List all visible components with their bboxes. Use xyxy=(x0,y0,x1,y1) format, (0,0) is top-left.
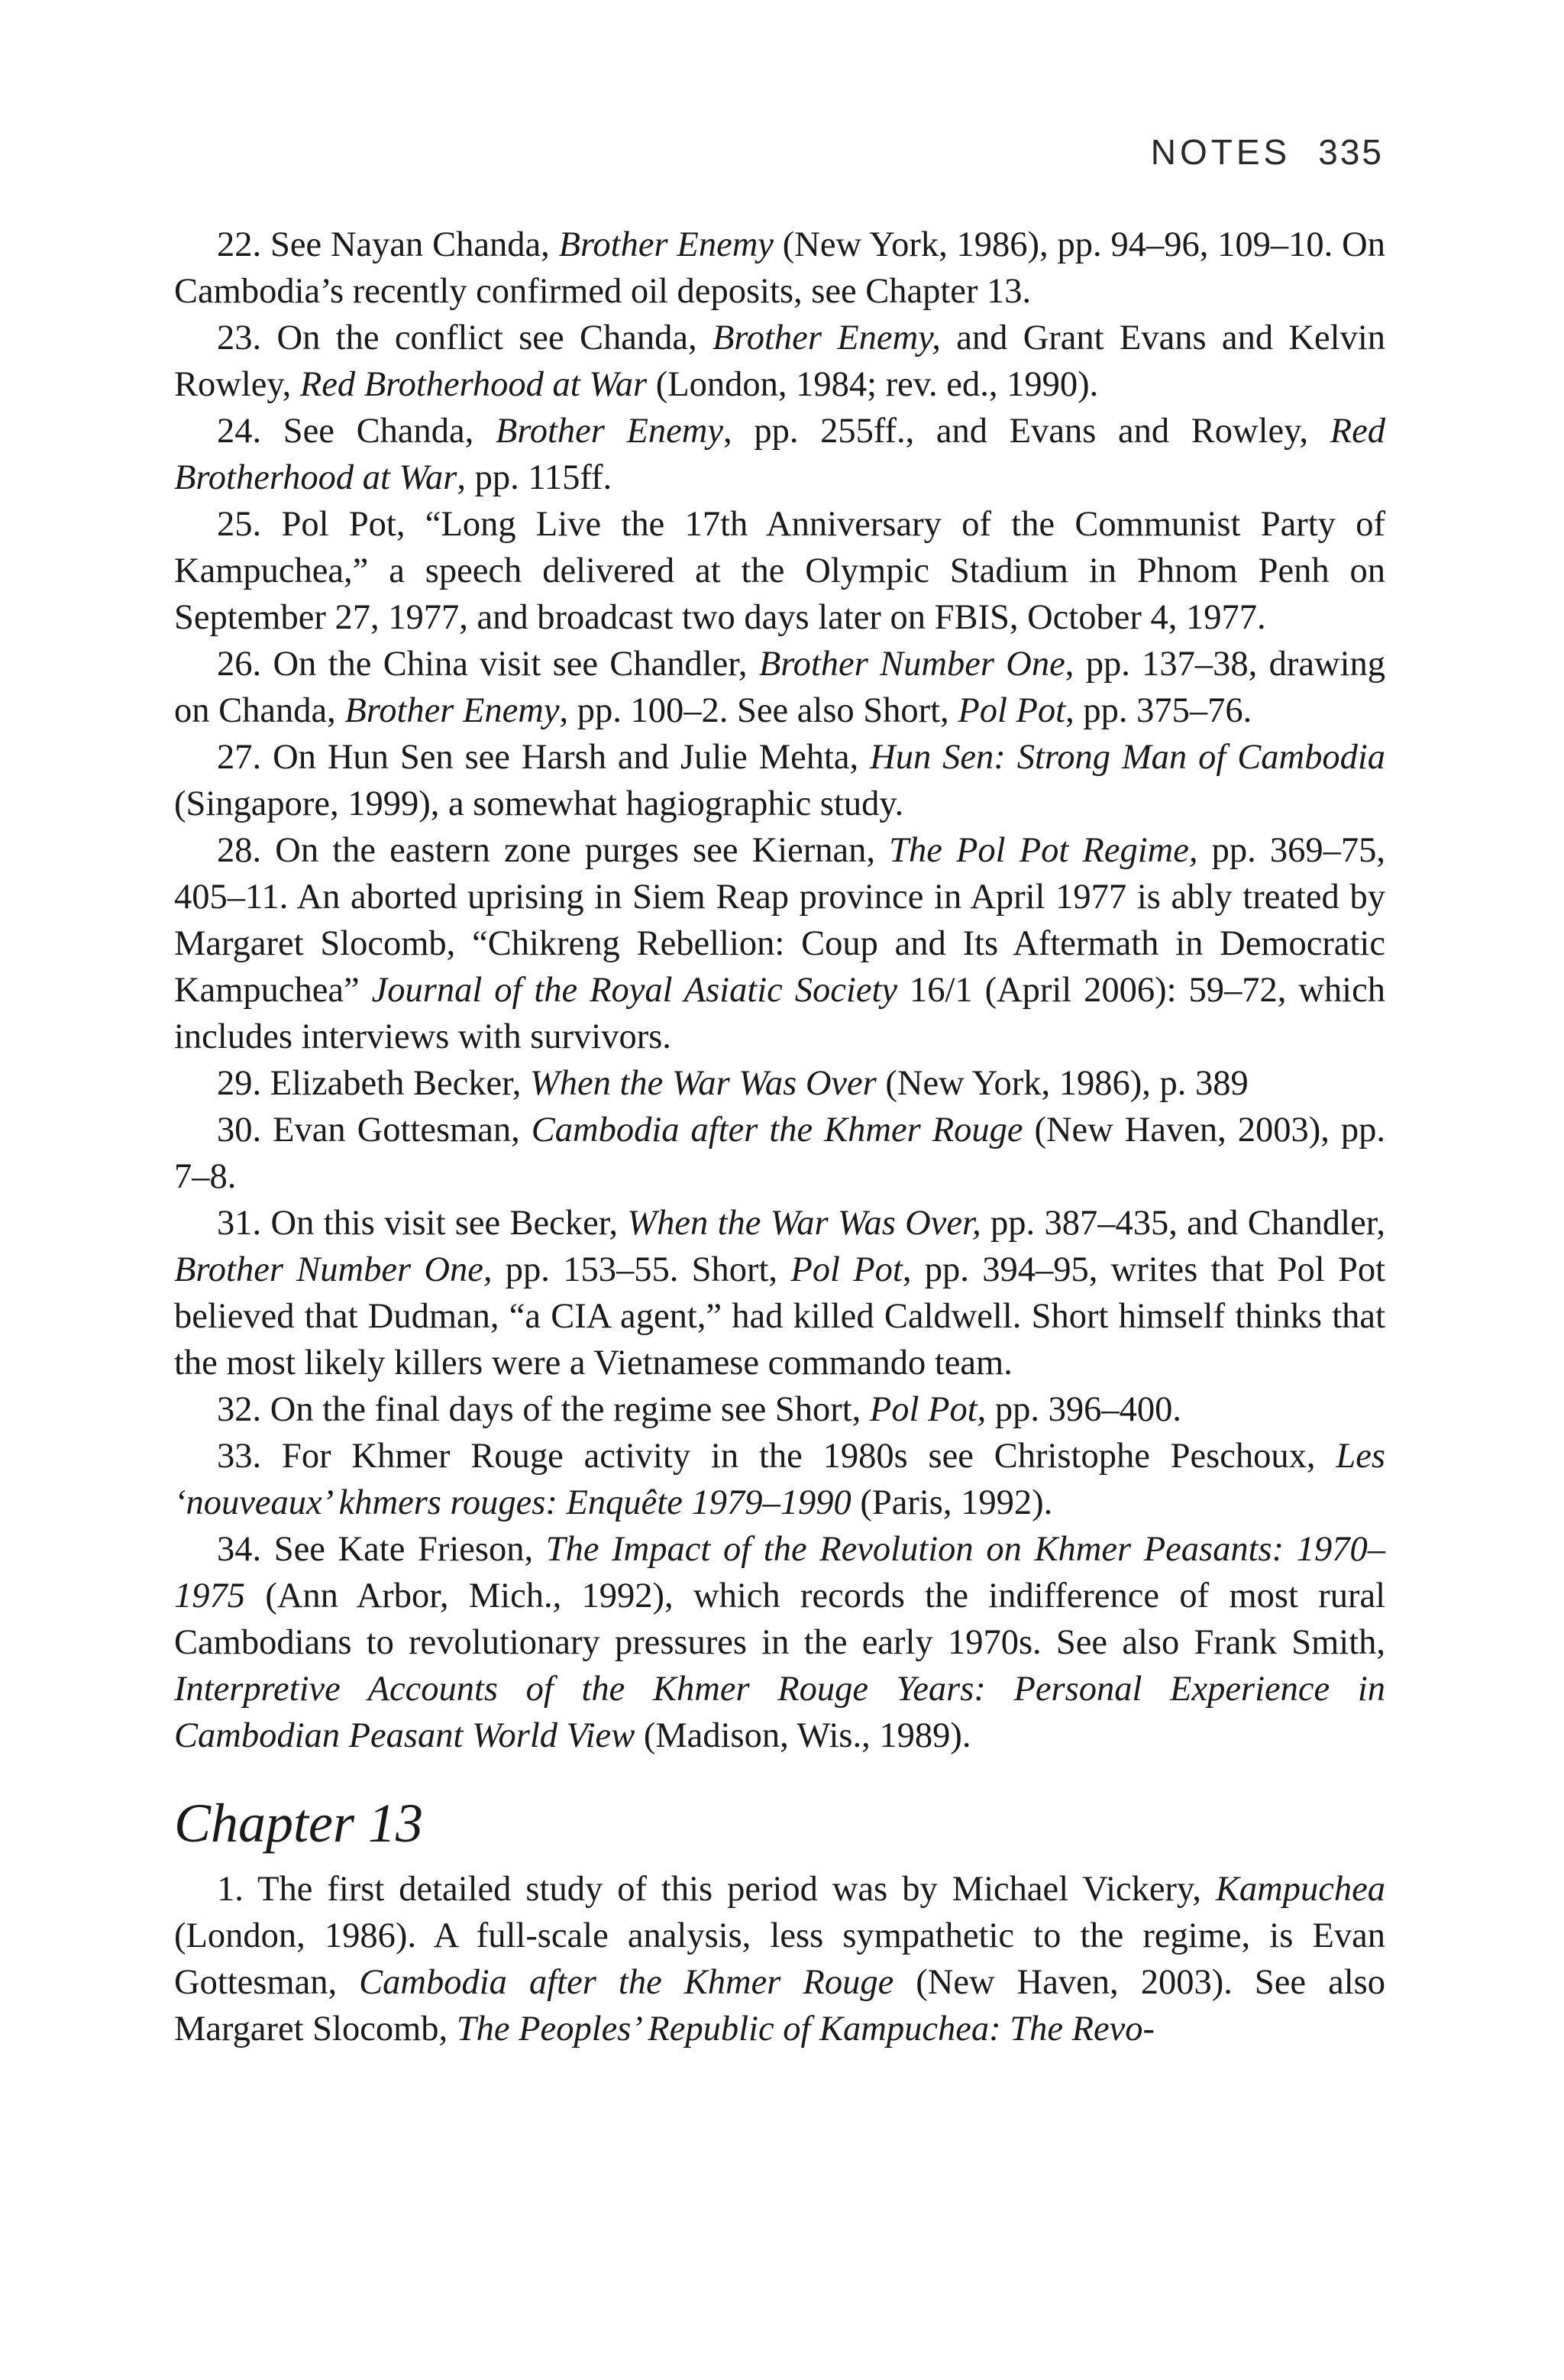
footnote xyxy=(174,1433,1385,1526)
footnote xyxy=(174,734,1385,827)
footnote-text: 34. See Kate Frieson, xyxy=(217,1530,546,1569)
footnote-title: Pol Pot xyxy=(790,1250,903,1289)
footnote-text: (New York, 1986), p. 389 xyxy=(876,1064,1249,1103)
footnote-title: Red Brotherhood at War xyxy=(174,412,1385,497)
footnote-text: , pp. 394–95, writes that Pol Pot believed that Dudman, “a CIA agent,” had killed Caldwell. Short himself thinks that the most likely killers were a Vietnamese commando team. xyxy=(174,1250,1386,1382)
chapter-notes-list xyxy=(174,1866,1385,2052)
footnote-text: 16/1 (April 2006): 59–72, which includes interviews with survivors. xyxy=(174,971,1385,1056)
chapter-heading: Chapter 13 xyxy=(174,1793,424,1854)
footnote-text: 29. Elizabeth Becker, xyxy=(217,1064,531,1103)
footnote-text: (Singapore, 1999), a somewhat hagiographic study. xyxy=(174,784,904,823)
footnote-text: pp. 153–55. Short, xyxy=(492,1250,791,1289)
footnote-title: Brother Enemy xyxy=(344,691,560,730)
footnote-text: 27. On Hun Sen see Harsh and Julie Mehta, xyxy=(217,738,871,777)
footnote-text: 30. Evan Gottesman, xyxy=(217,1111,532,1150)
footnote-text: and Grant Evans and Kelvin Rowley, xyxy=(174,319,1385,404)
footnote xyxy=(174,1107,1385,1200)
footnote-text: 28. On the eastern zone purges see Kiernan, xyxy=(217,831,890,870)
footnote-title: Brother Enemy xyxy=(495,412,724,451)
footnote-text: 25. Pol Pot, “Long Live the 17th Anniversary of the Communist Party of Kampuchea,” a speech delivered at the Olympic Stadium in Phnom Penh on September 27, 1977, and broadcast two days later on FBIS, October 4, 1977. xyxy=(174,505,1385,637)
running-header xyxy=(1151,131,1384,173)
footnote-text: , pp. 137–38, drawing on Chanda, xyxy=(174,645,1386,730)
footnote-text: (New Haven, 2003), pp. 7–8. xyxy=(174,1111,1385,1196)
footnote-title: Cambodia after the Khmer Rouge xyxy=(359,1963,894,2002)
notes-body xyxy=(174,222,1385,2052)
footnote-text: , pp. 255ff., and Evans and Rowley, xyxy=(723,412,1330,451)
footnote-text: (Paris, 1992). xyxy=(851,1483,1053,1522)
footnote xyxy=(174,315,1385,408)
footnote-text: (New York, 1986), pp. 94–96, 109–10. On Cambodia’s recently confirmed oil deposits, see Chapter 13. xyxy=(174,225,1385,311)
footnote xyxy=(174,1060,1385,1107)
page-number: 335 xyxy=(1318,132,1384,172)
footnote-text: 26. On the China visit see Chandler, xyxy=(217,645,759,684)
footnote-title: Brother Enemy xyxy=(558,225,774,264)
footnote-title: Journal of the Royal Asiatic Society xyxy=(371,971,898,1010)
footnote-title: Brother Number One, xyxy=(174,1250,493,1289)
footnote-text: , pp. 100–2. See also Short, xyxy=(559,691,958,730)
footnote-text: 31. On this visit see Becker, xyxy=(217,1204,628,1243)
footnote-text: pp. 387–435, and Chandler, xyxy=(981,1204,1385,1243)
footnote-text: , pp. 375–76. xyxy=(1065,691,1252,730)
footnote-text: 1. The first detailed study of this period was by Michael Vickery, xyxy=(217,1870,1216,1909)
footnote-title: The Peoples’ Republic of Kampuchea: The Revo- xyxy=(456,2010,1155,2049)
footnote-text: 22. See Nayan Chanda, xyxy=(217,225,559,264)
footnote xyxy=(174,641,1385,734)
footnote xyxy=(174,1866,1385,2052)
footnote-text: 33. For Khmer Rouge activity in the 1980s see Christophe Peschoux, xyxy=(217,1437,1336,1476)
footnote-text: pp. 396–400. xyxy=(986,1390,1182,1429)
footnote-text: 23. On the conflict see Chanda, xyxy=(217,319,713,357)
footnote-title: The Impact of the Revolution on Khmer Peasants: 1970–1975 xyxy=(174,1530,1385,1615)
footnote-title: Brother Enemy, xyxy=(712,319,941,357)
footnote-title: Les ‘nouveaux’ khmers rouges: Enquête 1979–1990 xyxy=(174,1437,1385,1522)
footnote-text: , pp. 115ff. xyxy=(457,458,612,497)
footnote-title: When the War Was Over xyxy=(530,1064,877,1103)
footnote-text: (Madison, Wis., 1989). xyxy=(635,1716,971,1755)
footnote xyxy=(174,827,1385,1060)
footnote-title: Cambodia after the Khmer Rouge xyxy=(531,1111,1023,1150)
footnote xyxy=(174,222,1385,315)
footnote-title: Pol Pot xyxy=(958,691,1066,730)
footnote-title: Interpretive Accounts of the Khmer Rouge Years: Personal Experience in Cambodian Peasant World View xyxy=(174,1670,1385,1755)
footnote-text: (Ann Arbor, Mich., 1992), which records the indifference of most rural Cambodians to revolutionary pressures in the early 1970s. See also Frank Smith, xyxy=(174,1576,1385,1662)
footnote-text: (London, 1986). A full-scale analysis, less sympathetic to the regime, is Evan Gottesman, xyxy=(174,1916,1385,2002)
footnote-text: pp. 369–75, 405–11. An aborted uprising in Siem Reap province in April 1977 is ably treated by Margaret Slocomb, “Chikreng Rebellion: Coup and Its Aftermath in Democratic Kampuchea” xyxy=(174,831,1385,1010)
footnote xyxy=(174,501,1385,641)
footnote-text: (London, 1984; rev. ed., 1990). xyxy=(647,365,1099,404)
footnote-title: The Pol Pot Regime, xyxy=(889,831,1198,870)
footnote-title: Red Brotherhood at War xyxy=(299,365,648,404)
footnote xyxy=(174,1526,1385,1759)
footnote xyxy=(174,1200,1385,1386)
running-header-section: NOTES xyxy=(1150,132,1291,172)
footnote xyxy=(174,408,1385,501)
footnote-title: Brother Number One xyxy=(758,645,1065,684)
footnote xyxy=(174,1386,1385,1433)
footnote-text: (New Haven, 2003). See also Margaret Slocomb, xyxy=(174,1963,1386,2049)
notes-list xyxy=(174,222,1385,1759)
footnote-title: When the War Was Over, xyxy=(627,1204,981,1243)
footnote-text: 32. On the final days of the regime see Short, xyxy=(217,1390,870,1429)
footnote-title: Hun Sen: Strong Man of Cambodia xyxy=(870,738,1385,777)
footnote-title: Kampuchea xyxy=(1215,1870,1385,1909)
footnote-text: 24. See Chanda, xyxy=(217,412,496,451)
footnote-title: Pol Pot, xyxy=(869,1390,987,1429)
